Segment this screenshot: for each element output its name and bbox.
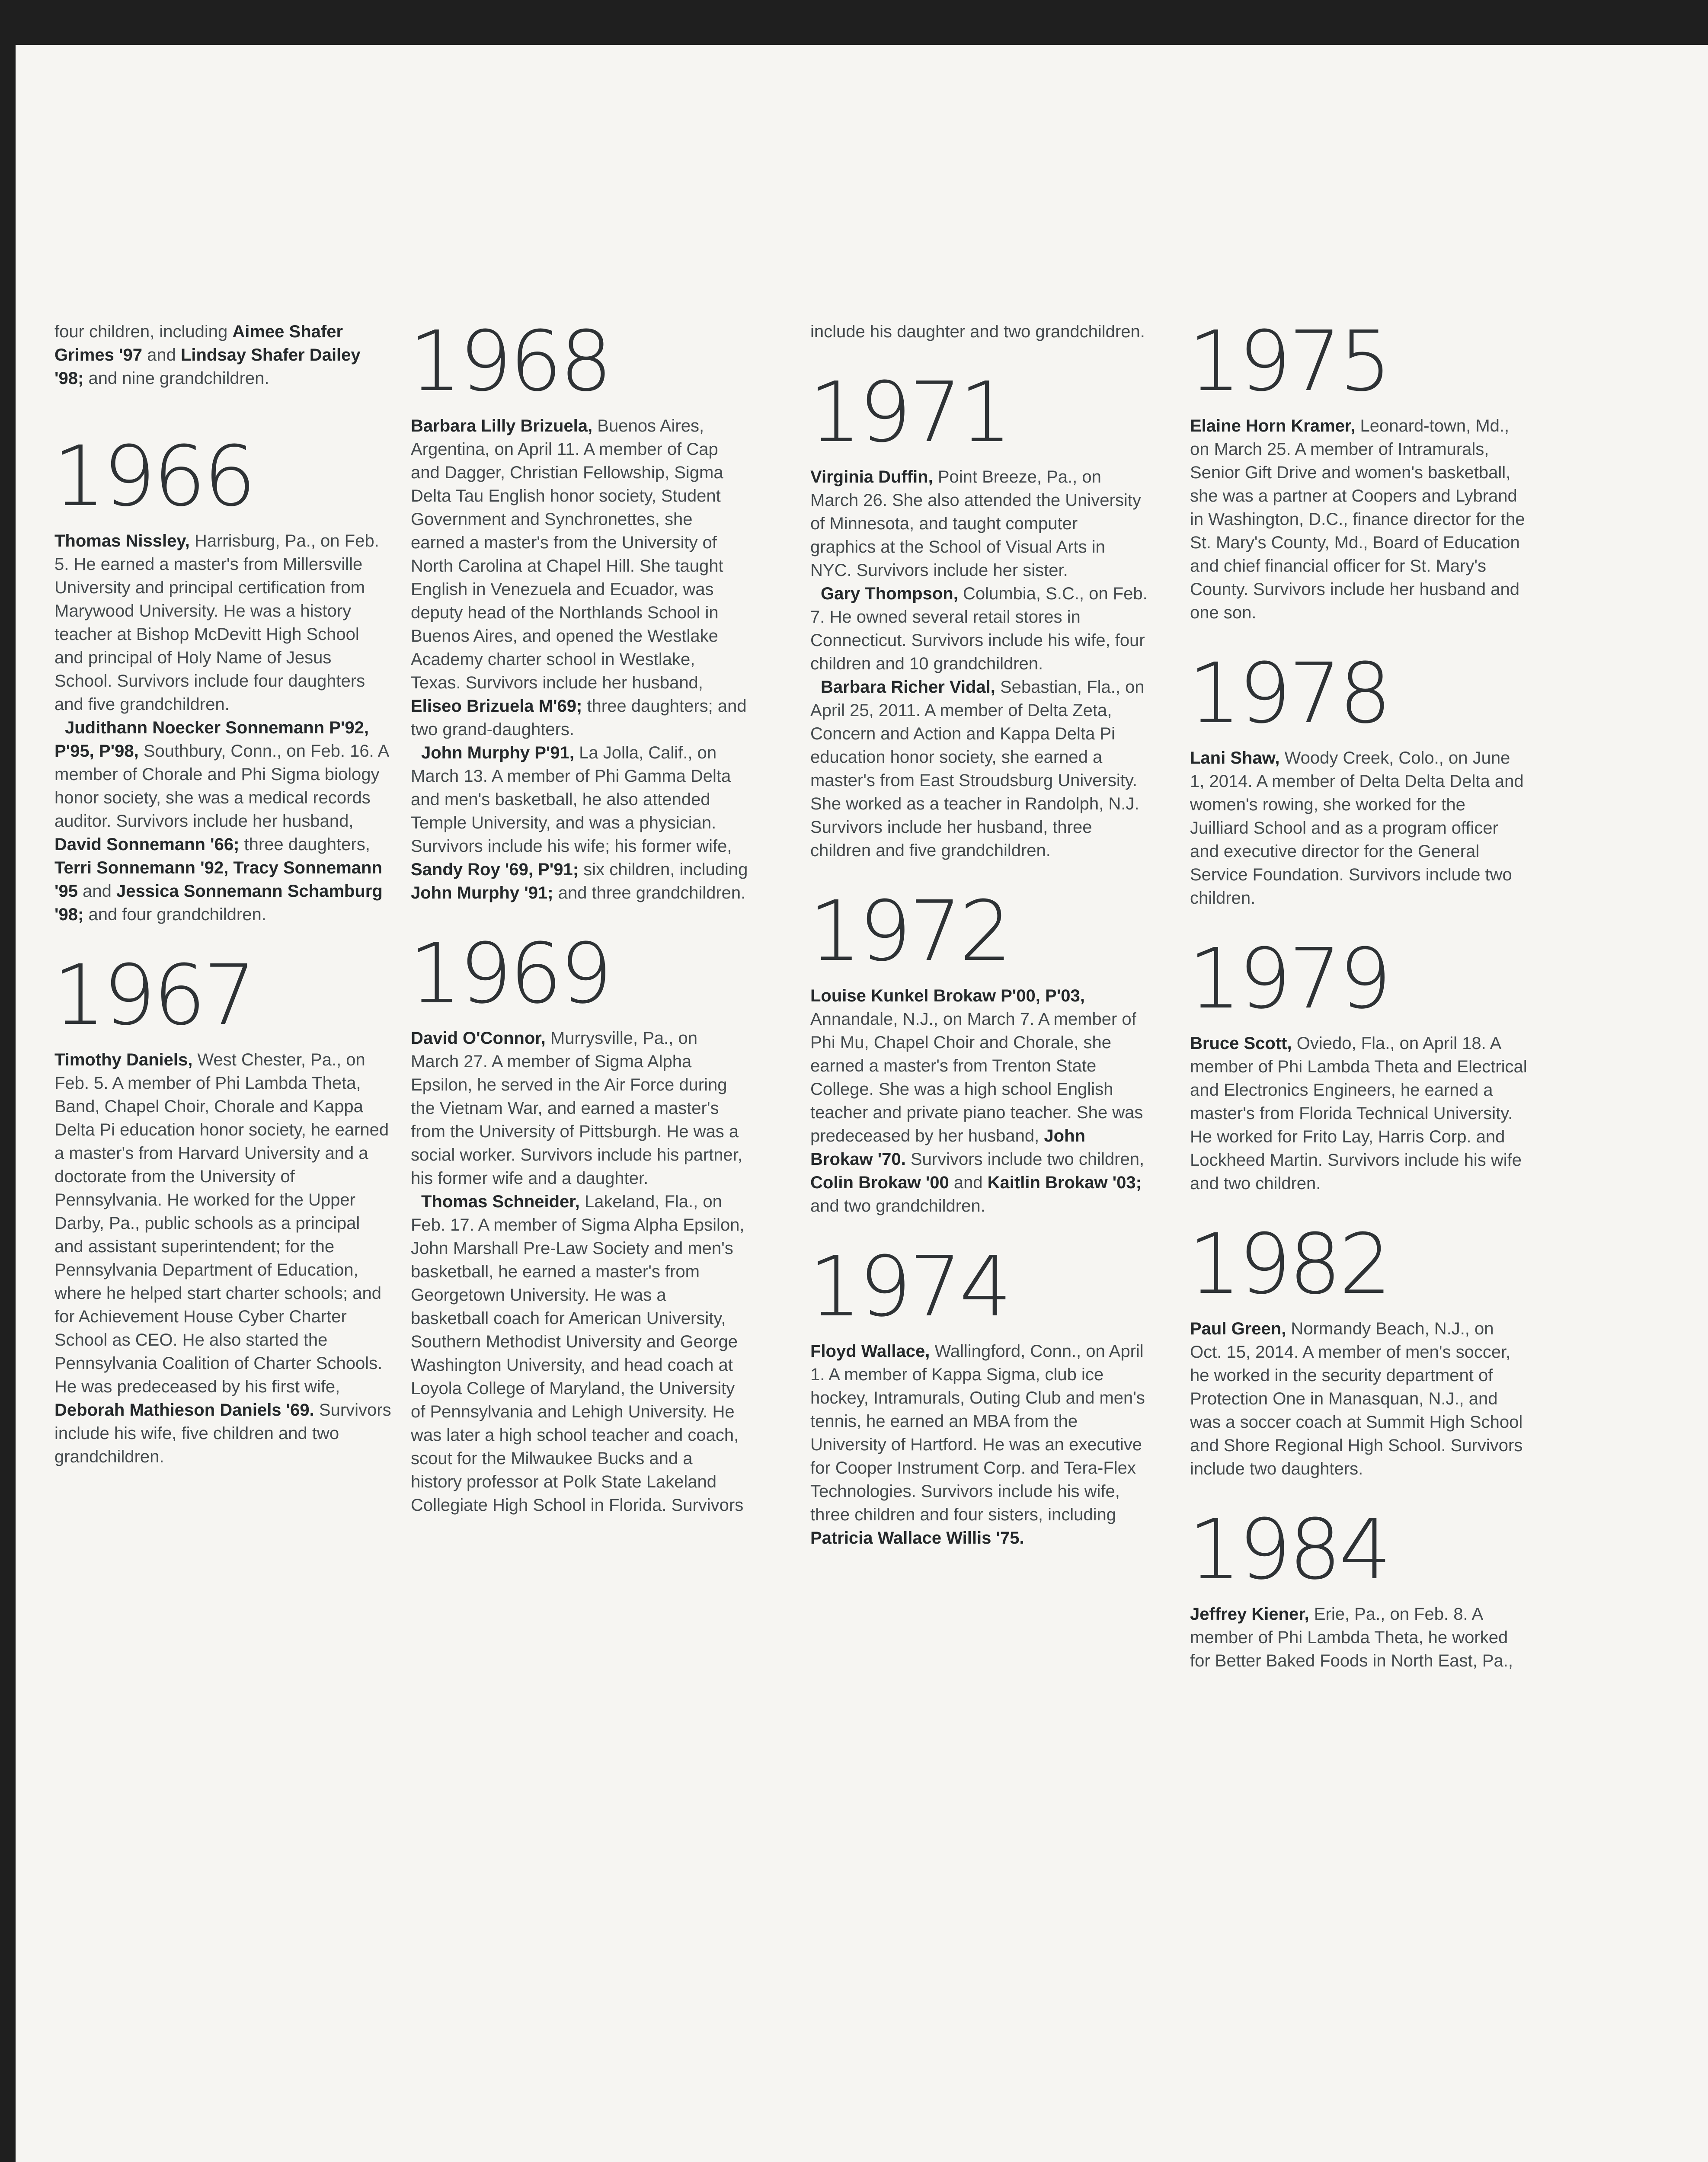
- obituary-entry: Paul Green, Normandy Beach, N.J., on Oct. 15, 2014. A member of men's soccer, he worked in the security department of Protection One in Manasquan, N.J., and was a soccer coach at Summit High School and Shore Regional High School. Survivors include two daughters.: [1190, 1319, 1523, 1478]
- year-heading-1984: 1984: [1188, 1502, 1389, 1598]
- continued-entry: four children, including Aimee Shafer Grimes '97 and Lindsay Shafer Dailey '98; and nine grandchildren.: [54, 322, 361, 388]
- year-heading-1978: 1978: [1188, 646, 1389, 742]
- obituary-entry: Thomas Schneider, Lakeland, Fla., on Feb. 17. A member of Sigma Alpha Epsilon, John Marshall Pre-Law Society and men's basketball, he earned a master's from Georgetown University. He was a basketball coach for American University, Southern Methodist University and George Washington University, and head coach at Loyola College of Maryland, the University of Pennsylvania and Lehigh University. He was later a high school teacher and coach, scout for the Milwaukee Bucks and a history professor at Polk State Lakeland Collegiate High School in Florida. Survivors: [411, 1192, 745, 1515]
- year-heading-1966: 1966: [53, 429, 254, 525]
- obituary-entry: Gary Thompson, Columbia, S.C., on Feb. 7. He owned several retail stores in Connecticut. Survivors include his wife, four children and 10 grandchildren.: [810, 584, 1148, 673]
- obituary-entry: Floyd Wallace, Wallingford, Conn., on April 1. A member of Kappa Sigma, club ice hockey, Intramurals, Outing Club and men's tennis, he earned an MBA from the University of Hartford. He was an executive for Cooper Instrument Corp. and Tera-Flex Technologies. Survivors include his wife, three children and four sisters, including Patricia Wallace Willis '75.: [810, 1342, 1145, 1548]
- obituary-entry: Judithann Noecker Sonnemann P'92, P'95, P'98, Southbury, Conn., on Feb. 16. A member of Chorale and Phi Sigma biology honor society, she was a medical records auditor. Survivors include her husband, David Sonnemann '66; three daughters, Terri Sonnemann '92, Tracy Sonnemann '95 and Jessica Sonnemann Schamburg '98; and four grandchildren.: [54, 718, 389, 924]
- continued-entry: include his daughter and two grandchildren.: [810, 322, 1145, 341]
- magazine-page: [16, 45, 1708, 2162]
- obituary-entry: Barbara Richer Vidal, Sebastian, Fla., on April 25, 2011. A member of Delta Zeta, Concern and Action and Kappa Delta Pi education honor society, she earned a master's from East Stroudsburg University. She worked as a teacher in Randolph, N.J. Survivors include her husband, three children and five grandchildren.: [810, 678, 1145, 860]
- obituary-entry: Jeffrey Kiener, Erie, Pa., on Feb. 8. A member of Phi Lambda Theta, he worked for Better Baked Foods in North East, Pa.,: [1190, 1605, 1513, 1670]
- column-4: [1188, 313, 1527, 1673]
- year-heading-1968: 1968: [409, 313, 610, 410]
- year-heading-1967: 1967: [53, 947, 254, 1044]
- year-heading-1979: 1979: [1188, 931, 1389, 1027]
- year-heading-1969: 1969: [409, 926, 610, 1022]
- obituary-entry: Bruce Scott, Oviedo, Fla., on April 18. A member of Phi Lambda Theta and Electrical and Electronics Engineers, he earned a master's from Florida Technical University. He worked for Frito Lay, Harris Corp. and Lockheed Martin. Survivors include his wife and two children.: [1190, 1034, 1527, 1193]
- obituary-entry: Lani Shaw, Woody Creek, Colo., on June 1, 2014. A member of Delta Delta Delta and women's rowing, she worked for the Juilliard School and as a program officer and executive director for the General Service Foundation. Survivors include two children.: [1190, 748, 1524, 908]
- obituary-entry: Timothy Daniels, West Chester, Pa., on Feb. 5. A member of Phi Lambda Theta, Band, Chapel Choir, Chorale and Kappa Delta Pi education honor society, he earned a master's from Harvard University and a doctorate from the University of Pennsylvania. He worked for the Upper Darby, Pa., public schools as a principal and assistant superintendent; for the Pennsylvania Department of Education, where he helped start charter schools; and for Achievement House Cyber Charter School as CEO. He also started the Pennsylvania Coalition of Charter Schools. He was predeceased by his first wife, Deborah Mathieson Daniels '69. Survivors include his wife, five children and two grandchildren.: [54, 1050, 391, 1466]
- obituary-entry: John Murphy P'91, La Jolla, Calif., on March 13. A member of Phi Gamma Delta and men's basketball, he also attended Temple University, and was a physician. Survivors include his wife; his former wife, Sandy Roy '69, P'91; six children, including John Murphy '91; and three grandchildren.: [411, 743, 748, 902]
- obituary-entry: Thomas Nissley, Harrisburg, Pa., on Feb. 5. He earned a master's from Millersville University and principal certification from Marywood University. He was a history teacher at Bishop McDevitt High School and principal of Holy Name of Jesus School. Survivors include four daughters and five grandchildren.: [54, 531, 379, 714]
- column-3: [810, 320, 1148, 1550]
- obituary-entry: David O'Connor, Murrysville, Pa., on March 27. A member of Sigma Alpha Epsilon, he served in the Air Force during the Vietnam War, and earned a master's from the University of Pittsburgh. He was a social worker. Survivors include his partner, his former wife and a daughter.: [411, 1029, 742, 1188]
- column-2: [409, 313, 748, 1517]
- obituary-entry: Barbara Lilly Brizuela, Buenos Aires, Argentina, on April 11. A member of Cap and Dagger, Christian Fellowship, Sigma Delta Tau English honor society, Student Government and Synchronettes, she earned a master's from the University of North Carolina at Chapel Hill. She taught English in Venezuela and Ecuador, was deputy head of the Northlands School in Buenos Aires, and opened the Westlake Academy charter school in Westlake, Texas. Survivors include her husband, Eliseo Brizuela M'69; three daughters; and two grand-daughters.: [411, 416, 747, 739]
- obituary-entry: Elaine Horn Kramer, Leonard-town, Md., on March 25. A member of Intramurals, Senior Gift Drive and women's basketball, she was a partner at Coopers and Lybrand in Washington, D.C., finance director for the St. Mary's County, Md., Board of Education and chief financial officer for St. Mary's County. Survivors include her husband and one son.: [1190, 416, 1525, 622]
- year-heading-1972: 1972: [809, 883, 1010, 980]
- year-heading-1971: 1971: [809, 365, 1010, 461]
- year-heading-1975: 1975: [1188, 313, 1389, 410]
- year-heading-1974: 1974: [809, 1239, 1010, 1335]
- obituary-entry: Louise Kunkel Brokaw P'00, P'03, Annandale, N.J., on March 7. A member of Phi Mu, Chapel Choir and Chorale, she earned a master's from Trenton State College. She was a high school English teacher and private piano teacher. She was predeceased by her husband, John Brokaw '70. Survivors include two children, Colin Brokaw '00 and Kaitlin Brokaw '03; and two grandchildren.: [810, 986, 1145, 1215]
- year-heading-1982: 1982: [1188, 1216, 1389, 1313]
- obituary-entry: Virginia Duffin, Point Breeze, Pa., on March 26. She also attended the University of Minnesota, and taught computer graphics at the School of Visual Arts in NYC. Survivors include her sister.: [810, 467, 1141, 580]
- column-1: [54, 320, 392, 1468]
